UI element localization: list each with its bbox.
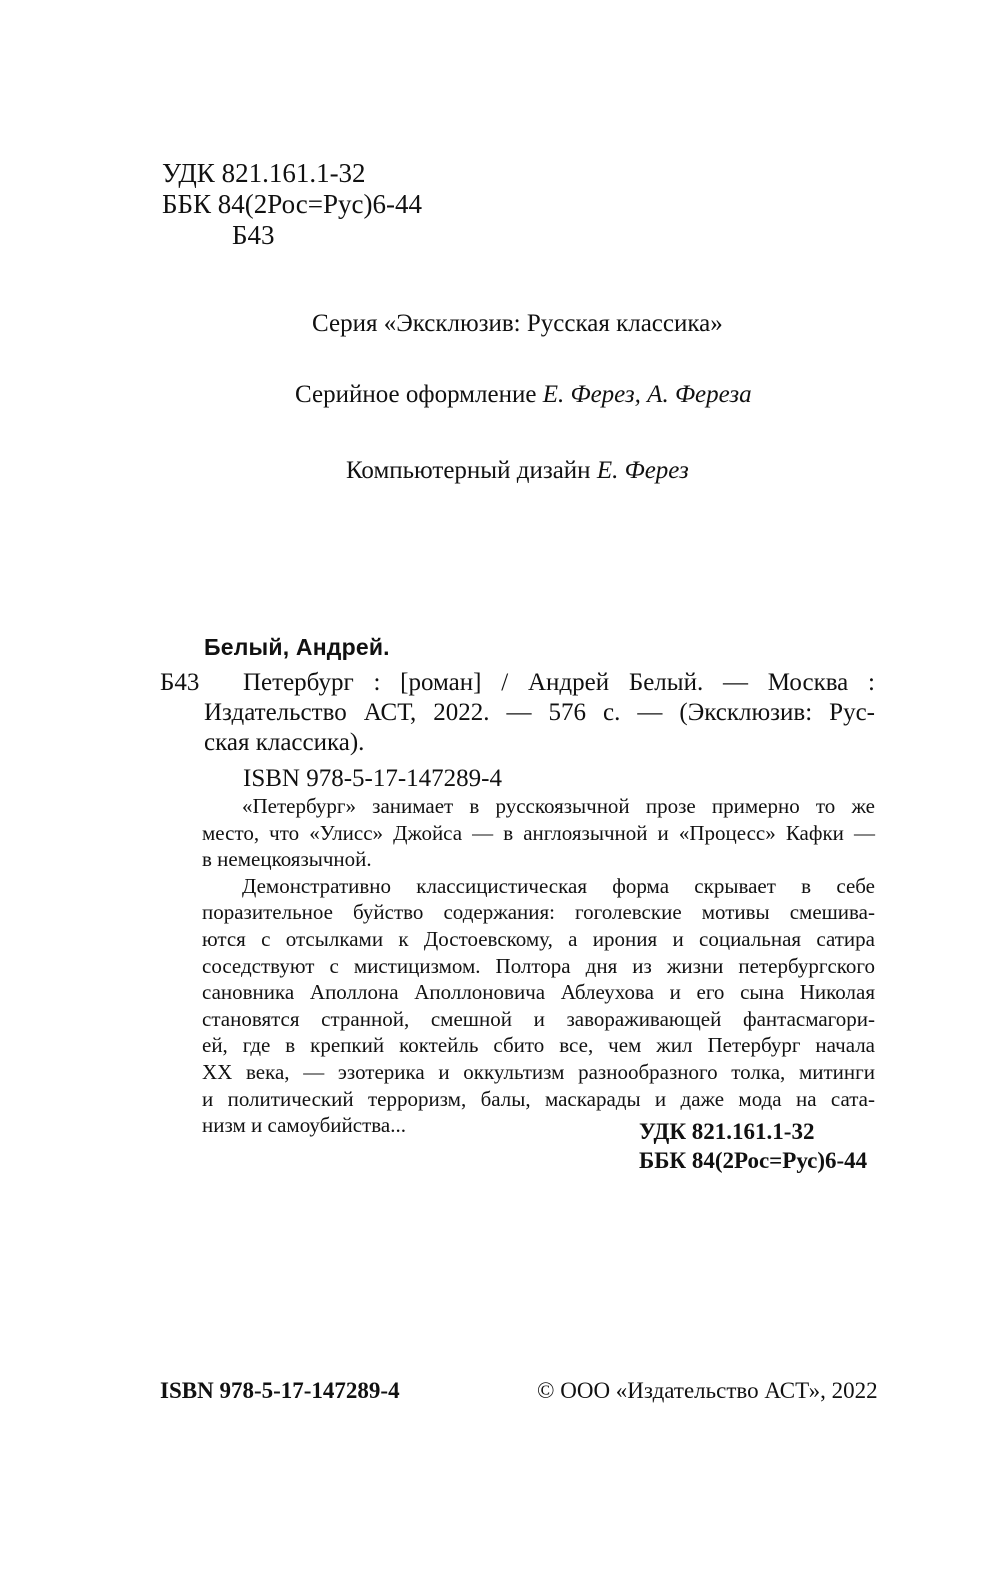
annotation-line: низм и самоубийства...: [202, 1113, 406, 1138]
annotation-line: Демонстративно классицистическая форма скрывает в себе: [242, 873, 875, 898]
bibliographic-entry: [160, 632, 875, 794]
entry-mark: Б43: [160, 669, 200, 696]
computer-design-label: Компьютерный дизайн: [346, 457, 591, 484]
classification-codes-top: [162, 158, 422, 251]
footer-copyright: © ООО «Издательство АСТ», 2022: [537, 1378, 878, 1403]
udk-code-bottom: УДК 821.161.1-32: [639, 1119, 815, 1144]
series-design-credit: [295, 380, 752, 410]
author-heading: Белый, Андрей.: [204, 634, 390, 660]
entry-title-line: Петербург : [роман] / Андрей Белый. — Москва :: [243, 669, 875, 696]
entry-publisher-line: Издательство АСТ, 2022. — 576 с. — (Эксклюзив: Рус-: [204, 699, 875, 726]
annotation-line: становятся странной, смешной и завораживающей фантасмагори-: [202, 1006, 875, 1031]
annotation-line: поразительное буйство содержания: гоголевские мотивы смешива-: [202, 900, 875, 925]
computer-design-credit: [346, 456, 689, 486]
classification-codes-bottom: [639, 1117, 867, 1175]
annotation-line: и политический терроризм, балы, маскарады и даже мода на сата-: [202, 1086, 875, 1111]
annotation-paragraph-1: [202, 793, 875, 873]
annotation-line: XX века, — эзотерика и оккультизм разнообразного толка, митинги: [202, 1059, 875, 1084]
annotation-line: «Петербург» занимает в русскоязычной прозе примерно то же: [242, 794, 875, 818]
annotation: [202, 793, 875, 1139]
author-mark: Б43: [232, 220, 275, 250]
annotation-paragraph-2: [202, 873, 875, 1139]
series-design-label: Серийное оформление: [295, 381, 537, 408]
annotation-line: в немецкоязычной.: [202, 847, 372, 872]
entry-series-line: ская классика).: [204, 729, 365, 756]
computer-design-name: Е. Ферез: [596, 457, 689, 484]
annotation-line: сановника Аполлона Аполлоновича Аблеухова и его сына Николая: [202, 980, 875, 1005]
series-design-names: Е. Ферез, А. Фереза: [542, 381, 752, 408]
annotation-line: соседствуют с мистицизмом. Полтора дня из жизни петербургского: [202, 953, 875, 978]
entry-first-line: [160, 668, 875, 698]
annotation-line: место, что «Улисс» Джойса — в англоязычной и «Процесс» Кафки —: [202, 820, 875, 845]
entry-isbn: ISBN 978-5-17-147289-4: [243, 765, 503, 792]
bbk-code: ББК 84(2Рос=Рус)6-44: [162, 189, 422, 219]
annotation-line: ей, где в крепкий коктейль сбито все, чем жил Петербург начала: [202, 1033, 875, 1058]
footer-isbn: ISBN 978-5-17-147289-4: [160, 1378, 400, 1403]
udk-code: УДК 821.161.1-32: [162, 158, 366, 188]
series-credit: Серия «Эксклюзив: Русская классика»: [312, 310, 723, 337]
bbk-code-bottom: ББК 84(2Рос=Рус)6-44: [639, 1148, 868, 1173]
annotation-line: ются с отсылками к Достоевскому, а ирония и социальная сатира: [202, 926, 875, 951]
